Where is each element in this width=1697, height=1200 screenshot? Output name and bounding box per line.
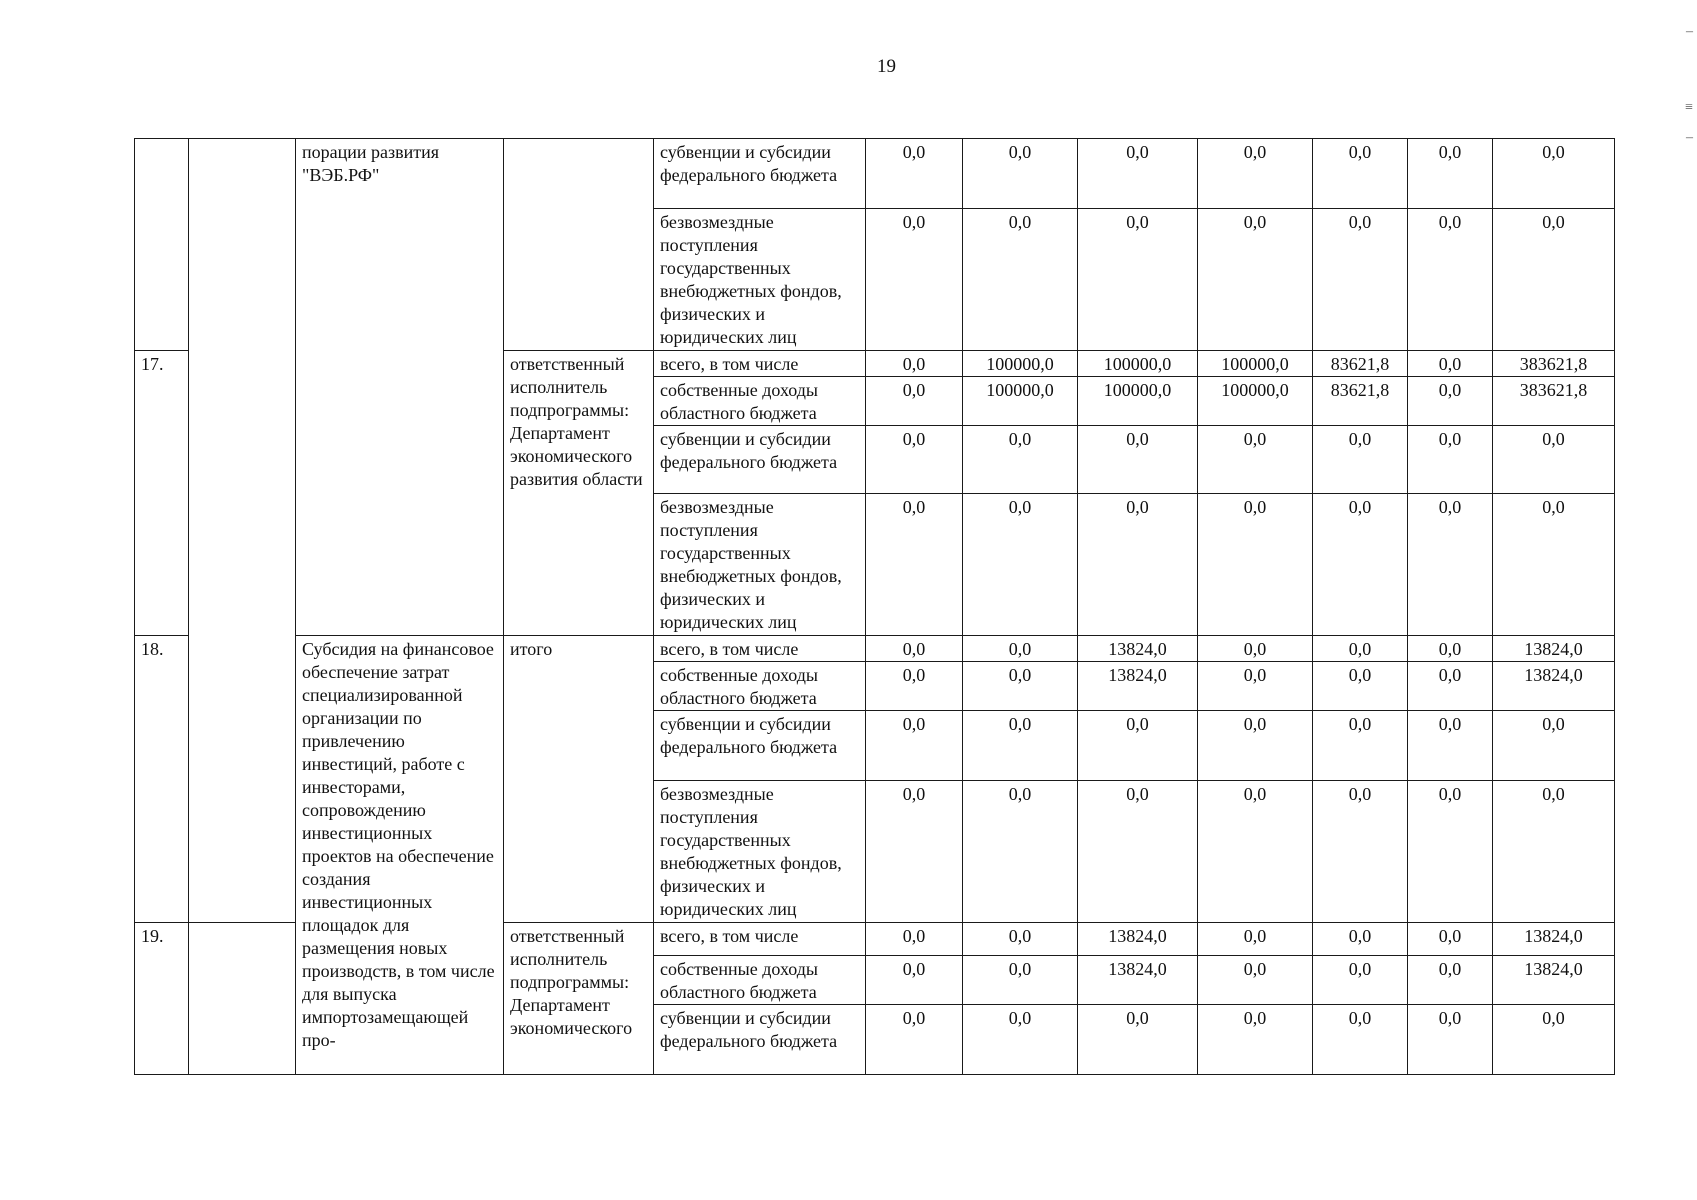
amount-cell: 0,0	[866, 923, 963, 956]
amount-cell: 0,0	[1198, 1005, 1313, 1075]
amount-cell: 0,0	[963, 426, 1078, 494]
amount-cell: 13824,0	[1078, 636, 1198, 662]
amount-cell: 0,0	[1198, 662, 1313, 711]
amount-cell: 0,0	[1408, 956, 1493, 1005]
amount-cell: 0,0	[1198, 494, 1313, 636]
amount-cell: 100000,0	[1198, 377, 1313, 426]
amount-cell: 0,0	[1313, 923, 1408, 956]
table-row	[135, 636, 1615, 662]
amount-cell: 0,0	[1198, 636, 1313, 662]
amount-cell: 383621,8	[1493, 351, 1615, 377]
amount-cell: 0,0	[963, 923, 1078, 956]
amount-cell: 0,0	[866, 426, 963, 494]
amount-cell: 0,0	[1313, 426, 1408, 494]
amount-cell: 13824,0	[1493, 662, 1615, 711]
amount-cell: 0,0	[1313, 1005, 1408, 1075]
row-number-cell: 19.	[135, 923, 189, 1075]
executor-cell: итого	[504, 636, 654, 923]
amount-cell: 83621,8	[1313, 377, 1408, 426]
amount-cell: 0,0	[866, 781, 963, 923]
subprogram-cell	[189, 139, 296, 923]
executor-cell: ответственный исполнитель подпрограммы: Департамент экономического	[504, 923, 654, 1075]
funding-source-cell: субвенции и субсидии федерального бюджета	[654, 711, 866, 781]
funding-source-cell: безвозмездные поступления государственных внебюджетных фондов, физических и юридических лиц	[654, 494, 866, 636]
funding-source-cell: собственные доходы областного бюджета	[654, 956, 866, 1005]
amount-cell: 0,0	[1198, 209, 1313, 351]
funding-source-cell: всего, в том числе	[654, 636, 866, 662]
amount-cell: 13824,0	[1493, 923, 1615, 956]
amount-cell: 0,0	[963, 1005, 1078, 1075]
amount-cell: 0,0	[866, 636, 963, 662]
table-row	[135, 139, 1615, 209]
amount-cell: 0,0	[866, 351, 963, 377]
amount-cell: 0,0	[1198, 139, 1313, 209]
program-financing-table	[134, 138, 1615, 1075]
funding-source-cell: всего, в том числе	[654, 351, 866, 377]
amount-cell: 0,0	[1493, 781, 1615, 923]
subprogram-cell	[189, 923, 296, 1075]
amount-cell: 0,0	[1078, 1005, 1198, 1075]
amount-cell: 0,0	[1313, 662, 1408, 711]
amount-cell: 0,0	[866, 377, 963, 426]
amount-cell: 0,0	[1078, 139, 1198, 209]
amount-cell: 0,0	[1313, 711, 1408, 781]
amount-cell: 0,0	[1408, 923, 1493, 956]
funding-source-cell: безвозмездные поступления государственных внебюджетных фондов, физических и юридических лиц	[654, 781, 866, 923]
executor-cell: ответственный исполнитель подпрограммы: Департамент экономического развития области	[504, 351, 654, 636]
amount-cell: 0,0	[1078, 209, 1198, 351]
funding-source-cell: субвенции и субсидии федерального бюджета	[654, 1005, 866, 1075]
row-number-cell: 18.	[135, 636, 189, 923]
amount-cell: 0,0	[963, 209, 1078, 351]
amount-cell: 0,0	[1198, 956, 1313, 1005]
amount-cell: 13824,0	[1078, 662, 1198, 711]
amount-cell: 0,0	[1198, 711, 1313, 781]
funding-source-cell: субвенции и субсидии федерального бюджета	[654, 426, 866, 494]
funding-source-cell: субвенции и субсидии федерального бюджета	[654, 139, 866, 209]
amount-cell: 0,0	[1493, 426, 1615, 494]
amount-cell: 0,0	[963, 781, 1078, 923]
amount-cell: 0,0	[1493, 209, 1615, 351]
amount-cell: 0,0	[1408, 209, 1493, 351]
amount-cell: 0,0	[1408, 377, 1493, 426]
amount-cell: 0,0	[1078, 711, 1198, 781]
amount-cell: 0,0	[866, 1005, 963, 1075]
amount-cell: 0,0	[1313, 209, 1408, 351]
funding-source-cell: всего, в том числе	[654, 923, 866, 956]
amount-cell: 0,0	[1408, 494, 1493, 636]
amount-cell: 0,0	[963, 956, 1078, 1005]
margin-mark: –	[1686, 130, 1693, 145]
margin-mark: ≡	[1685, 100, 1693, 115]
amount-cell: 0,0	[1493, 711, 1615, 781]
amount-cell: 100000,0	[1078, 377, 1198, 426]
funding-source-cell: собственные доходы областного бюджета	[654, 662, 866, 711]
amount-cell: 100000,0	[1078, 351, 1198, 377]
amount-cell: 0,0	[1408, 1005, 1493, 1075]
amount-cell: 100000,0	[963, 377, 1078, 426]
amount-cell: 0,0	[866, 209, 963, 351]
amount-cell: 0,0	[1408, 711, 1493, 781]
amount-cell: 0,0	[1493, 139, 1615, 209]
amount-cell: 0,0	[1408, 139, 1493, 209]
amount-cell: 0,0	[866, 711, 963, 781]
amount-cell: 0,0	[963, 662, 1078, 711]
executor-cell	[504, 139, 654, 351]
amount-cell: 0,0	[1198, 923, 1313, 956]
amount-cell: 0,0	[1408, 662, 1493, 711]
amount-cell: 83621,8	[1313, 351, 1408, 377]
amount-cell: 0,0	[1408, 636, 1493, 662]
measure-name-cell: порации развития "ВЭБ.РФ"	[296, 139, 504, 636]
amount-cell: 13824,0	[1493, 956, 1615, 1005]
funding-source-cell: безвозмездные поступления государственных внебюджетных фондов, физических и юридических лиц	[654, 209, 866, 351]
amount-cell: 0,0	[1408, 351, 1493, 377]
funding-source-cell: собственные доходы областного бюджета	[654, 377, 866, 426]
amount-cell: 0,0	[1493, 494, 1615, 636]
measure-name-cell: Субсидия на финансовое обеспечение затрат специализированной организации по привлечению инвестиций, работе с инвесторами, сопровождению инвестиционных проектов на обеспечение создания инвестиционных площадок для размещения новых производств, в том числе для выпуска импортозамещающей про-	[296, 636, 504, 1075]
amount-cell: 0,0	[866, 956, 963, 1005]
amount-cell: 0,0	[866, 662, 963, 711]
page-number: 19	[877, 56, 896, 77]
amount-cell: 0,0	[1313, 139, 1408, 209]
amount-cell: 0,0	[866, 139, 963, 209]
amount-cell: 0,0	[1408, 426, 1493, 494]
amount-cell: 0,0	[1078, 426, 1198, 494]
amount-cell: 0,0	[963, 636, 1078, 662]
amount-cell: 0,0	[963, 494, 1078, 636]
amount-cell: 13824,0	[1493, 636, 1615, 662]
amount-cell: 0,0	[1313, 494, 1408, 636]
amount-cell: 0,0	[1313, 956, 1408, 1005]
amount-cell: 383621,8	[1493, 377, 1615, 426]
amount-cell: 0,0	[1493, 1005, 1615, 1075]
amount-cell: 0,0	[1408, 781, 1493, 923]
amount-cell: 0,0	[1198, 781, 1313, 923]
amount-cell: 0,0	[963, 711, 1078, 781]
amount-cell: 100000,0	[1198, 351, 1313, 377]
row-number-cell	[135, 139, 189, 351]
amount-cell: 0,0	[1078, 494, 1198, 636]
amount-cell: 0,0	[1313, 781, 1408, 923]
amount-cell: 0,0	[963, 139, 1078, 209]
amount-cell: 0,0	[1198, 426, 1313, 494]
amount-cell: 0,0	[866, 494, 963, 636]
amount-cell: 0,0	[1313, 636, 1408, 662]
amount-cell: 13824,0	[1078, 956, 1198, 1005]
amount-cell: 0,0	[1078, 781, 1198, 923]
amount-cell: 100000,0	[963, 351, 1078, 377]
margin-mark: –	[1686, 24, 1693, 39]
amount-cell: 13824,0	[1078, 923, 1198, 956]
row-number-cell: 17.	[135, 351, 189, 636]
